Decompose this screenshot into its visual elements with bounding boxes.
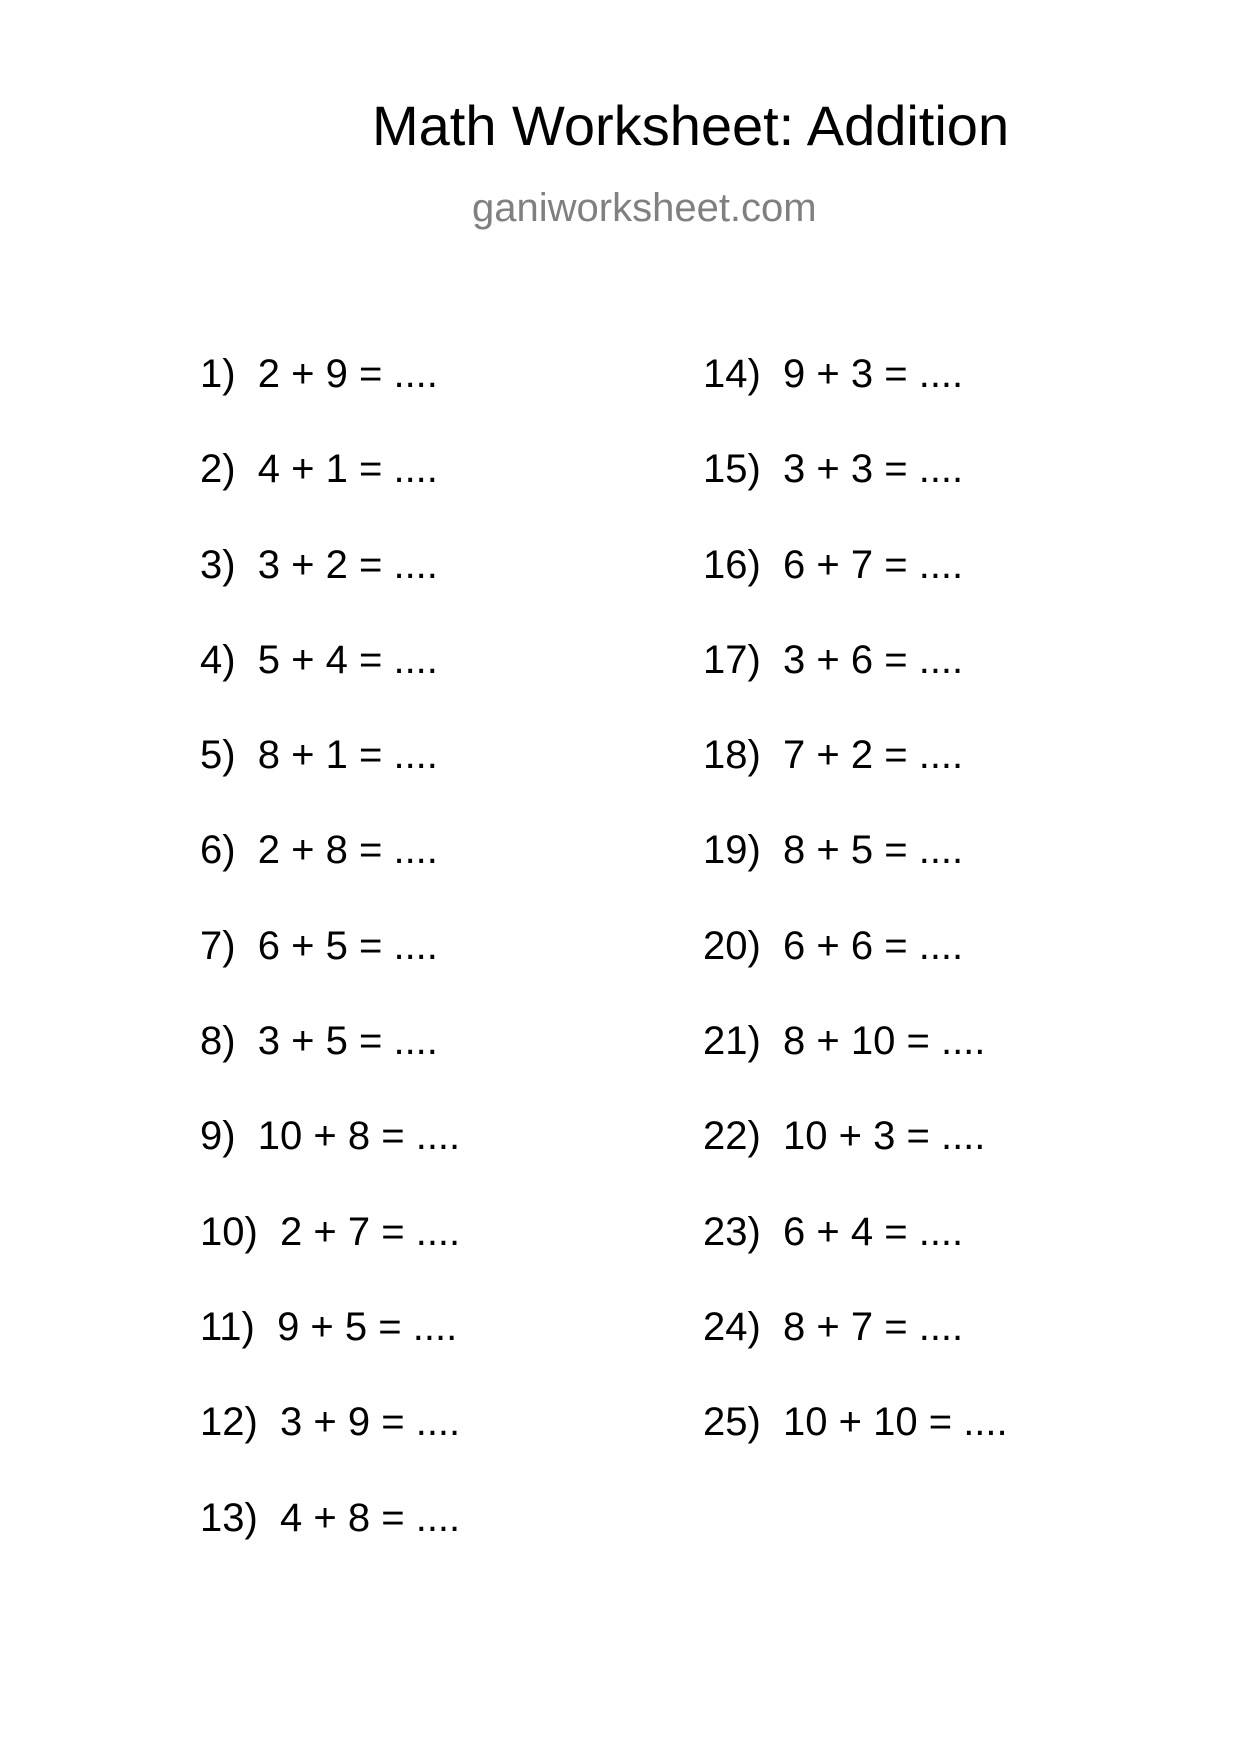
- problems-right-column: [703, 354, 1008, 1498]
- problem-item: 16) 6 + 7 = ....: [703, 542, 964, 587]
- problem-item: 2) 4 + 1 = ....: [200, 447, 438, 492]
- problem-item: 4) 5 + 4 = ....: [200, 637, 438, 682]
- problem-item: 17) 3 + 6 = ....: [703, 637, 964, 682]
- problem-item: 10) 2 + 7 = ....: [200, 1209, 461, 1254]
- problem-item: 21) 8 + 10 = ....: [703, 1019, 986, 1064]
- problem-item: 24) 8 + 7 = ....: [703, 1304, 964, 1349]
- problem-item: 18) 7 + 2 = ....: [703, 733, 964, 778]
- problem-item: 14) 9 + 3 = ....: [703, 352, 964, 396]
- problem-item: 11) 9 + 5 = ....: [200, 1304, 458, 1349]
- problem-item: 7) 6 + 5 = ....: [200, 923, 438, 968]
- problem-item: 22) 10 + 3 = ....: [703, 1114, 986, 1159]
- problem-item: 6) 2 + 8 = ....: [200, 828, 438, 873]
- page-title: Math Worksheet: Addition: [372, 94, 1010, 157]
- problem-item: 3) 3 + 2 = ....: [200, 542, 438, 587]
- problem-item: 12) 3 + 9 = ....: [200, 1400, 461, 1445]
- problem-item: 23) 6 + 4 = ....: [703, 1209, 964, 1254]
- problem-item: 1) 2 + 9 = ....: [200, 352, 438, 396]
- problem-item: 20) 6 + 6 = ....: [703, 923, 964, 968]
- problem-item: 19) 8 + 5 = ....: [703, 828, 964, 873]
- problem-item: 13) 4 + 8 = ....: [200, 1495, 461, 1540]
- site-watermark: ganiworksheet.com: [472, 186, 817, 230]
- problem-item: 25) 10 + 10 = ....: [703, 1400, 1008, 1445]
- problem-item: 5) 8 + 1 = ....: [200, 733, 438, 778]
- problems-left-column: [200, 354, 460, 1593]
- problem-item: 8) 3 + 5 = ....: [200, 1019, 438, 1064]
- problem-item: 9) 10 + 8 = ....: [200, 1114, 461, 1159]
- problem-item: 15) 3 + 3 = ....: [703, 447, 964, 492]
